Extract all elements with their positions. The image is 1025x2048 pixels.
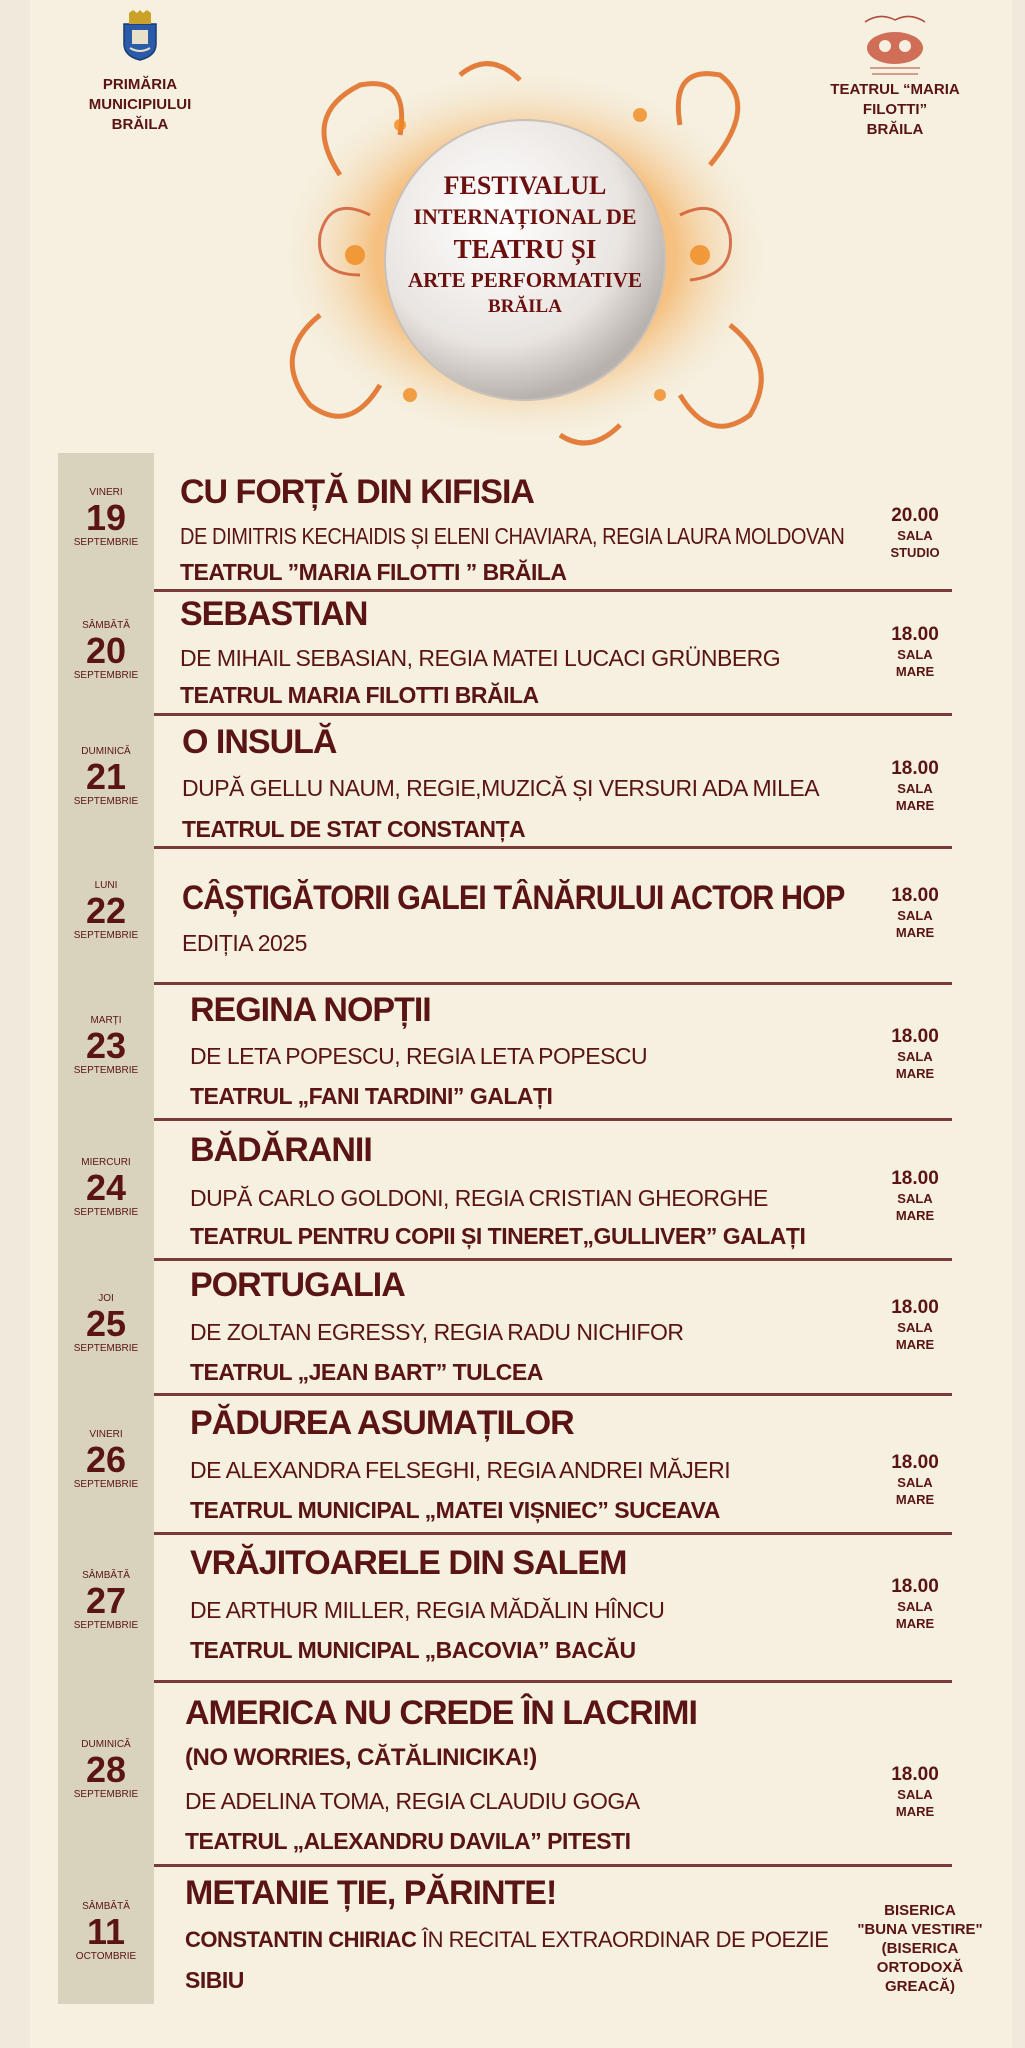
event-edition: EDIȚIA 2025: [182, 930, 307, 956]
event-hall: SALA: [897, 1475, 933, 1490]
month-name: SEPTEMBRIE: [73, 1789, 139, 1800]
theatre-name-line2: BRĂILA: [866, 121, 924, 138]
municipality-logo: [50, 10, 230, 135]
event-venue: [855, 1026, 975, 1082]
festival-title: [400, 170, 650, 320]
day-of-week: JOI: [98, 1293, 114, 1304]
month-name: OCTOMBRIE: [75, 1951, 137, 1962]
venue-line: BISERICA: [884, 1902, 956, 1919]
event-hall-name: MARE: [895, 798, 935, 813]
day-number: 25: [85, 1303, 127, 1344]
performance-description: ÎN RECITAL EXTRAORDINAR DE POEZIE: [416, 1927, 829, 1952]
event-hall-name: MARE: [895, 664, 935, 679]
event-date: [58, 1293, 154, 1355]
venue-line: ORTODOXĂ: [876, 1959, 964, 1976]
event-company: TEATRUL ”MARIA FILOTTI ” BRĂILA: [180, 559, 567, 585]
divider: [154, 1393, 952, 1396]
festival-title-line2: INTERNAȚIONAL DE: [413, 204, 637, 229]
event-hall-name: STUDIO: [890, 545, 940, 560]
event-date: [58, 1429, 154, 1491]
event-venue: [850, 1901, 990, 1996]
event-credits: DE ARTHUR MILLER, REGIA MĂDĂLIN HÎNCU: [190, 1597, 665, 1623]
month-name: SEPTEMBRIE: [73, 1479, 139, 1490]
event-company: TEATRUL MUNICIPAL „MATEI VIȘNIEC” SUCEAVA: [190, 1497, 720, 1523]
municipality-name-line2: BRĂILA: [111, 116, 169, 133]
day-of-week: DUMINICĂ: [81, 1739, 131, 1750]
event-time: 18.00: [891, 1576, 939, 1597]
event-venue: [855, 1297, 975, 1353]
festival-title-line5: BRĂILA: [488, 296, 562, 317]
event-hall: SALA: [897, 1320, 933, 1335]
event-hall-name: MARE: [895, 925, 935, 940]
day-of-week: VINERI: [89, 1429, 123, 1440]
event-title: O INSULĂ: [182, 723, 337, 761]
theatre-name-line1: TEATRUL “MARIA FILOTTI”: [830, 81, 960, 118]
event-title: PĂDUREA ASUMAȚILOR: [190, 1404, 574, 1442]
event-time: 20.00: [891, 505, 939, 526]
event-hall: SALA: [897, 908, 933, 923]
month-name: SEPTEMBRIE: [73, 670, 139, 681]
venue-line: GREACĂ): [885, 1978, 955, 1995]
month-name: SEPTEMBRIE: [73, 796, 139, 807]
day-number: 21: [85, 756, 127, 797]
month-name: SEPTEMBRIE: [73, 1343, 139, 1354]
day-of-week: SÂMBĂTĂ: [82, 1901, 130, 1912]
event-hall-name: MARE: [895, 1208, 935, 1223]
day-number: 23: [85, 1025, 127, 1066]
event-date: [58, 1015, 154, 1077]
day-number: 20: [85, 630, 127, 671]
event-time: 18.00: [891, 1297, 939, 1318]
day-of-week: SÂMBĂTĂ: [82, 620, 130, 631]
event-time: 18.00: [891, 1764, 939, 1785]
event-time: 18.00: [891, 624, 939, 645]
event-title: REGINA NOPȚII: [190, 991, 431, 1029]
day-number: 26: [85, 1439, 127, 1480]
braila-crest-icon: [120, 10, 160, 62]
festival-title-line1: FESTIVALUL: [443, 171, 607, 200]
month-name: SEPTEMBRIE: [73, 537, 139, 548]
event-hall-name: MARE: [895, 1337, 935, 1352]
event-date: [58, 746, 154, 808]
day-number: 27: [85, 1580, 127, 1621]
event-credits: DE LETA POPESCU, REGIA LETA POPESCU: [190, 1043, 648, 1069]
divider: [154, 1864, 952, 1867]
event-venue: [855, 624, 975, 680]
event-company: TEATRUL PENTRU COPII ȘI TINERET„GULLIVER” GALAȚI: [190, 1223, 806, 1249]
event-date: [58, 1901, 154, 1963]
event-credits: DE ADELINA TOMA, REGIA CLAUDIU GOGA: [185, 1788, 640, 1814]
month-name: SEPTEMBRIE: [73, 1207, 139, 1218]
event-time: 18.00: [891, 758, 939, 779]
event-title: SEBASTIAN: [180, 595, 368, 633]
event-date: [58, 1157, 154, 1219]
day-number: 19: [85, 497, 127, 538]
event-company: TEATRUL MUNICIPAL „BACOVIA” BACĂU: [190, 1637, 636, 1663]
day-number: 11: [86, 1911, 126, 1952]
event-hall-name: MARE: [895, 1492, 935, 1507]
event-hall-name: MARE: [895, 1616, 935, 1631]
event-title: METANIE ȚIE, PĂRINTE!: [185, 1874, 557, 1912]
festival-emblem: [260, 55, 790, 455]
event-credits: DE ZOLTAN EGRESSY, REGIA RADU NICHIFOR: [190, 1319, 684, 1345]
event-date: [58, 880, 154, 942]
event-date: [58, 1739, 154, 1801]
day-number: 22: [85, 890, 127, 931]
day-of-week: MARȚI: [90, 1015, 122, 1026]
event-hall-name: MARE: [895, 1804, 935, 1819]
event-credits: DUPĂ CARLO GOLDONI, REGIA CRISTIAN GHEORGHE: [190, 1185, 768, 1211]
event-title: CU FORȚĂ DIN KIFISIA: [180, 473, 534, 511]
theatre-logo: [800, 10, 990, 140]
day-of-week: SÂMBĂTĂ: [82, 1570, 130, 1581]
event-title: BĂDĂRANII: [190, 1131, 372, 1169]
municipality-name-line1: PRIMĂRIA MUNICIPIULUI: [88, 76, 192, 113]
event-venue: [855, 1576, 975, 1632]
event-hall: SALA: [897, 781, 933, 796]
divider: [154, 589, 952, 592]
divider: [154, 1118, 952, 1121]
event-time: 18.00: [891, 1168, 939, 1189]
event-company: TEATRUL MARIA FILOTTI BRĂILA: [180, 682, 539, 708]
event-credits: DUPĂ GELLU NAUM, REGIE,MUZICĂ ȘI VERSURI ADA MILEA: [182, 775, 820, 801]
day-of-week: LUNI: [94, 880, 118, 891]
performer-name: CONSTANTIN CHIRIAC: [185, 1927, 417, 1952]
event-venue: [855, 1452, 975, 1508]
event-credits: DE DIMITRIS KECHAIDIS ȘI ELENI CHAVIARA, REGIA LAURA MOLDOVAN: [180, 523, 845, 549]
event-credits: [185, 1926, 828, 1954]
month-name: SEPTEMBRIE: [73, 930, 139, 941]
event-company: SIBIU: [185, 1967, 244, 1993]
event-venue: [855, 1168, 975, 1224]
theatre-emblem-icon: [850, 10, 940, 80]
event-hall-name: MARE: [895, 1066, 935, 1081]
event-hall: SALA: [897, 1787, 933, 1802]
event-venue: [855, 885, 975, 941]
event-hall: SALA: [897, 1191, 933, 1206]
event-time: 18.00: [891, 1026, 939, 1047]
day-of-week: MIERCURI: [81, 1157, 131, 1168]
venue-line: (BISERICA: [881, 1940, 959, 1957]
event-hall: SALA: [897, 647, 933, 662]
divider: [154, 1258, 952, 1261]
event-hall: SALA: [897, 528, 933, 543]
event-company: TEATRUL „ALEXANDRU DAVILA” PITESTI: [185, 1828, 631, 1854]
month-name: SEPTEMBRIE: [73, 1620, 139, 1631]
event-hall: SALA: [897, 1599, 933, 1614]
event-company: TEATRUL DE STAT CONSTANȚA: [182, 816, 526, 842]
event-company: TEATRUL „JEAN BART” TULCEA: [190, 1359, 543, 1385]
day-number: 24: [85, 1167, 127, 1208]
venue-line: "BUNA VESTIRE": [857, 1921, 983, 1938]
divider: [154, 713, 952, 716]
day-number: 28: [85, 1749, 127, 1790]
event-title: VRĂJITOARELE DIN SALEM: [190, 1544, 627, 1582]
day-of-week: DUMINICĂ: [81, 746, 131, 757]
event-venue: [855, 1764, 975, 1820]
event-time: 18.00: [891, 1452, 939, 1473]
event-title: AMERICA NU CREDE ÎN LACRIMI: [185, 1694, 697, 1732]
event-date: [58, 620, 154, 682]
day-of-week: VINERI: [89, 487, 123, 498]
festival-title-line3: TEATRU ȘI: [453, 234, 597, 264]
divider: [154, 1532, 952, 1535]
event-hall: SALA: [897, 1049, 933, 1064]
event-date: [58, 1570, 154, 1632]
event-credits: DE MIHAIL SEBASIAN, REGIA MATEI LUCACI GRÜNBERG: [180, 645, 781, 671]
event-time: 18.00: [891, 885, 939, 906]
festival-title-line4: ARTE PERFORMATIVE: [408, 268, 642, 292]
month-name: SEPTEMBRIE: [73, 1065, 139, 1076]
divider: [154, 1680, 952, 1683]
event-company: TEATRUL „FANI TARDINI” GALAȚI: [190, 1083, 553, 1109]
event-date: [58, 487, 154, 549]
divider: [154, 982, 952, 985]
divider: [154, 846, 952, 849]
event-title: CÂȘTIGĂTORII GALEI TÂNĂRULUI ACTOR HOP: [182, 879, 845, 917]
event-credits: DE ALEXANDRA FELSEGHI, REGIA ANDREI MĂJERI: [190, 1457, 731, 1483]
event-subtitle: (NO WORRIES, CĂTĂLINICIKA!): [185, 1744, 537, 1771]
event-venue: [855, 758, 975, 814]
event-title: PORTUGALIA: [190, 1266, 405, 1304]
event-venue: [855, 505, 975, 561]
